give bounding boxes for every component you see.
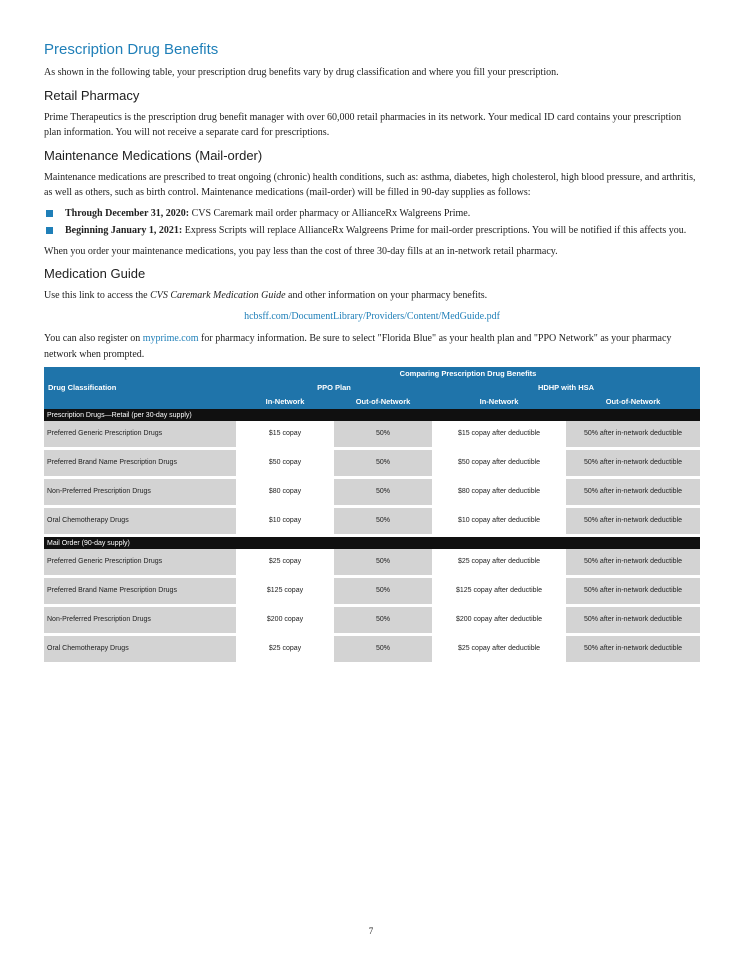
drug-name-cell: Oral Chemotherapy Drugs bbox=[44, 508, 236, 537]
hdhp-in-cell: $200 copay after deductible bbox=[432, 607, 566, 636]
table-row bbox=[44, 549, 700, 578]
ppo-in-network-header: In-Network bbox=[236, 395, 334, 409]
bullet-text: CVS Caremark mail order pharmacy or AllianceRx Walgreens Prime. bbox=[189, 207, 471, 219]
ppo-out-cell: 50% bbox=[334, 508, 432, 537]
bullet-item bbox=[44, 223, 700, 239]
ppo-out-cell: 50% bbox=[334, 549, 432, 578]
ppo-in-cell: $50 copay bbox=[236, 450, 334, 479]
ppo-out-cell: 50% bbox=[334, 479, 432, 508]
hdhp-in-cell: $15 copay after deductible bbox=[432, 421, 566, 450]
myprime-link[interactable]: myprime.com bbox=[142, 333, 199, 344]
table-row bbox=[44, 508, 700, 537]
hdhp-in-cell: $80 copay after deductible bbox=[432, 479, 566, 508]
drug-name-cell: Preferred Brand Name Prescription Drugs bbox=[44, 450, 236, 479]
drug-name-cell: Non-Preferred Prescription Drugs bbox=[44, 479, 236, 508]
drug-name-cell: Preferred Brand Name Prescription Drugs bbox=[44, 578, 236, 607]
drug-name-cell: Non-Preferred Prescription Drugs bbox=[44, 607, 236, 636]
hdhp-in-cell: $25 copay after deductible bbox=[432, 636, 566, 665]
page-content bbox=[44, 40, 700, 665]
bullet-text: Express Scripts will replace AllianceRx Walgreens Prime for mail-order prescriptions. You will be notified if this affects you. bbox=[182, 225, 687, 236]
hdhp-in-cell: $125 copay after deductible bbox=[432, 578, 566, 607]
guide-text: and other information on your pharmacy benefits. bbox=[285, 290, 488, 301]
ppo-plan-header: PPO Plan bbox=[236, 381, 432, 395]
hdhp-out-cell: 50% after in-network deductible bbox=[566, 636, 700, 665]
table-row bbox=[44, 607, 700, 636]
drug-classification-header: Drug Classification bbox=[44, 367, 236, 409]
maintenance-paragraph: Maintenance medications are prescribed to treat ongoing (chronic) health conditions, such as: asthma, diabetes, high cholesterol, high blood pressure, and arthritis, as well as others, such as birth control. Maintenance medications (mail-order) will be filled in 90-day supplies as follows: bbox=[44, 171, 696, 198]
page-number: 7 bbox=[368, 926, 374, 936]
guide-link-line bbox=[44, 309, 700, 325]
ppo-in-cell: $15 copay bbox=[236, 421, 334, 450]
square-bullet-icon bbox=[46, 210, 53, 217]
retail-heading: Retail Pharmacy bbox=[44, 87, 140, 103]
maintenance-bullet-list bbox=[44, 206, 700, 239]
table-caption: Comparing Prescription Drug Benefits bbox=[236, 367, 700, 381]
retail-section-row: Prescription Drugs—Retail (per 30-day supply) bbox=[44, 409, 700, 421]
register-text: You can also register on bbox=[44, 333, 143, 344]
drug-name-cell: Preferred Generic Prescription Drugs bbox=[44, 549, 236, 578]
register-text: for pharmacy information. Be sure to select "Florida Blue" as your health plan and "PPO Network" as your pharmacy network when prompted. bbox=[44, 333, 672, 360]
page-title: Prescription Drug Benefits bbox=[44, 41, 219, 58]
hdhp-in-network-header: In-Network bbox=[432, 395, 566, 409]
hdhp-in-cell: $10 copay after deductible bbox=[432, 508, 566, 537]
hdhp-out-cell: 50% after in-network deductible bbox=[566, 549, 700, 578]
hdhp-out-cell: 50% after in-network deductible bbox=[566, 508, 700, 537]
ppo-in-cell: $25 copay bbox=[236, 549, 334, 578]
drug-name-cell: Preferred Generic Prescription Drugs bbox=[44, 421, 236, 450]
hdhp-in-cell: $25 copay after deductible bbox=[432, 549, 566, 578]
bullet-bold: Through December 31, 2020: bbox=[65, 207, 190, 219]
retail-paragraph: Prime Therapeutics is the prescription drug benefit manager with over 60,000 retail pharmacies in its network. Your medical ID card contains your prescription plan information. You will not receive a separate card for prescriptions. bbox=[44, 111, 682, 138]
medguide-link[interactable]: hcbsff.com/DocumentLibrary/Providers/Content/MedGuide.pdf bbox=[244, 310, 500, 322]
guide-italic-title: CVS Caremark Medication Guide bbox=[150, 290, 286, 301]
mail-order-section-row: Mail Order (90-day supply) bbox=[44, 537, 700, 549]
hdhp-out-cell: 50% after in-network deductible bbox=[566, 421, 700, 450]
drug-name-cell: Oral Chemotherapy Drugs bbox=[44, 636, 236, 665]
table-row bbox=[44, 479, 700, 508]
ppo-in-cell: $200 copay bbox=[236, 607, 334, 636]
ppo-in-cell: $10 copay bbox=[236, 508, 334, 537]
ppo-in-cell: $25 copay bbox=[236, 636, 334, 665]
hdhp-out-network-header: Out-of-Network bbox=[566, 395, 700, 409]
hdhp-out-cell: 50% after in-network deductible bbox=[566, 450, 700, 479]
maintenance-heading: Maintenance Medications (Mail-order) bbox=[44, 147, 263, 163]
ppo-out-cell: 50% bbox=[334, 607, 432, 636]
table-row bbox=[44, 578, 700, 607]
hdhp-out-cell: 50% after in-network deductible bbox=[566, 607, 700, 636]
drug-benefits-table bbox=[44, 367, 700, 665]
ppo-out-cell: 50% bbox=[334, 450, 432, 479]
ppo-out-cell: 50% bbox=[334, 421, 432, 450]
ppo-in-cell: $80 copay bbox=[236, 479, 334, 508]
maintenance-after-paragraph: When you order your maintenance medications, you pay less than the cost of three 30-day fills at an in-network retail pharmacy. bbox=[44, 245, 558, 257]
bullet-bold: Beginning January 1, 2021: bbox=[65, 225, 183, 236]
guide-paragraph bbox=[44, 288, 700, 304]
ppo-out-network-header: Out-of-Network bbox=[334, 395, 432, 409]
hdhp-in-cell: $50 copay after deductible bbox=[432, 450, 566, 479]
table-row bbox=[44, 450, 700, 479]
hdhp-plan-header: HDHP with HSA bbox=[432, 381, 700, 395]
hdhp-out-cell: 50% after in-network deductible bbox=[566, 578, 700, 607]
hdhp-out-cell: 50% after in-network deductible bbox=[566, 479, 700, 508]
intro-paragraph: As shown in the following table, your prescription drug benefits vary by drug classification and where you fill your prescription. bbox=[44, 67, 559, 78]
guide-text: Use this link to access the bbox=[44, 290, 151, 301]
bullet-item bbox=[44, 206, 700, 222]
guide-heading: Medication Guide bbox=[44, 266, 146, 281]
square-bullet-icon bbox=[46, 227, 53, 234]
ppo-out-cell: 50% bbox=[334, 636, 432, 665]
table-row bbox=[44, 636, 700, 665]
table-row bbox=[44, 421, 700, 450]
register-paragraph bbox=[44, 331, 700, 362]
ppo-out-cell: 50% bbox=[334, 578, 432, 607]
ppo-in-cell: $125 copay bbox=[236, 578, 334, 607]
